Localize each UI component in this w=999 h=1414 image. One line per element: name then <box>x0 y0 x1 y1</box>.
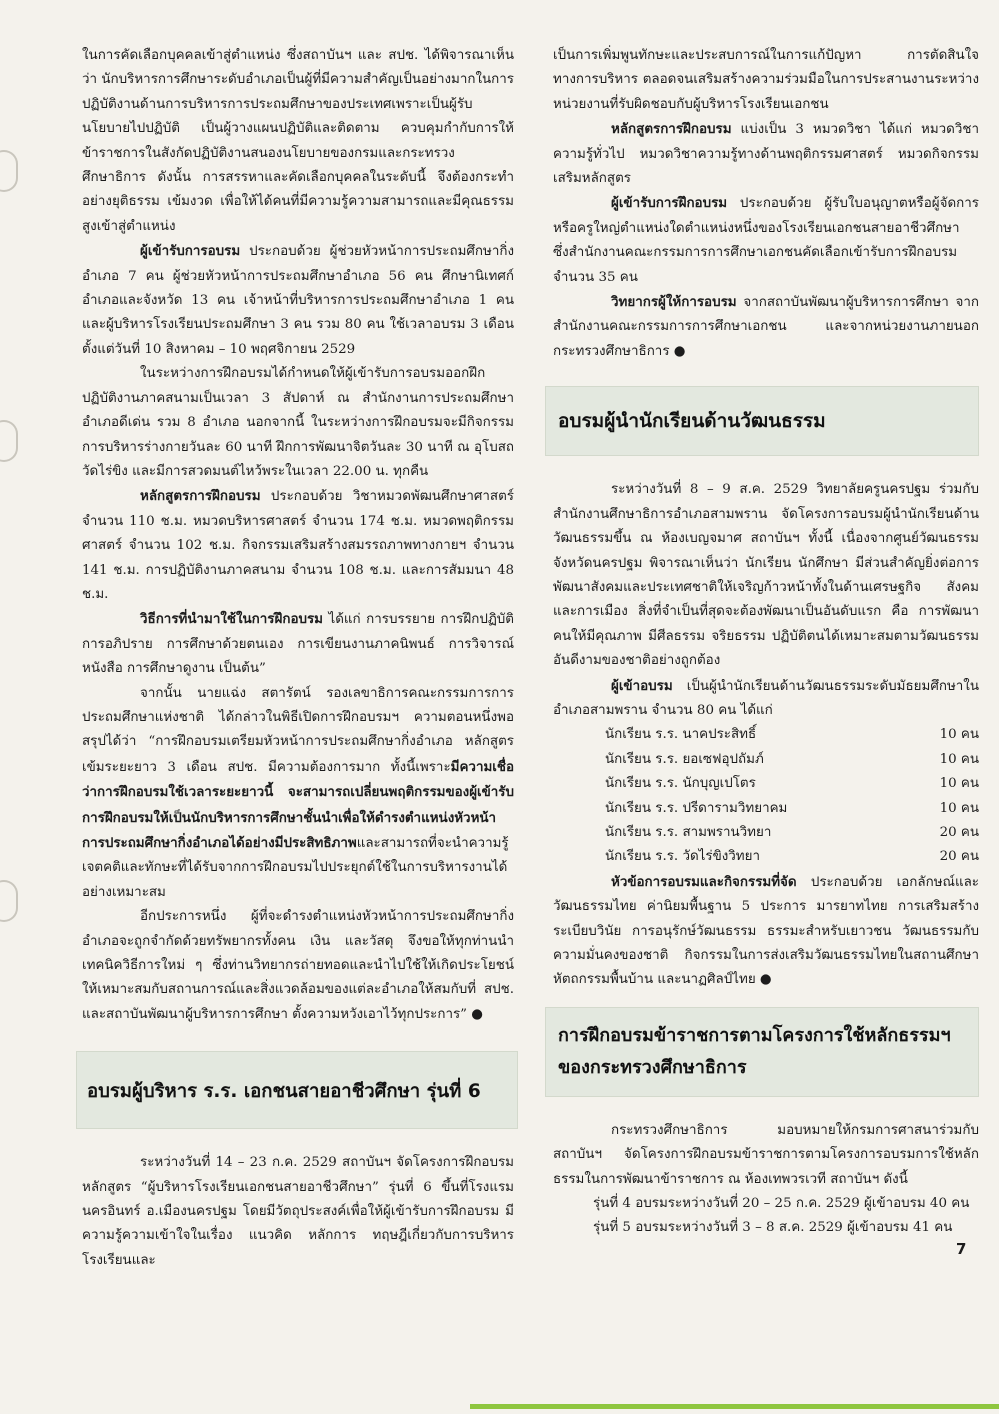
paragraph: เป็นการเพิ่มพูนทักษะและประสบการณ์ในการแก้ปัญหา การตัดสินใจทางการบริหาร ตลอดจนเสริมสร้างความร่วมมือในการประสานงานระหว่างหน่วยงานที่รับผิดชอบกับผู้บริหารโรงเรียนเอกชน <box>553 48 979 112</box>
paragraph: กระทรวงศึกษาธิการ มอบหมายให้กรมการศาสนาร่วมกับสถาบันฯ จัดโครงการฝึกอบรมข้าราชการตามโครงการอบรมการใช้หลักธรรมในการพัฒนาข้าราชการ ณ ห้องเทพวรเวที สถาบันฯ ดังนี้ <box>553 1122 979 1187</box>
paragraph-label: ผู้เข้ารับการอบรม <box>140 243 241 260</box>
paragraph: วิธีการที่นำมาใช้ในการฝึกอบรม ได้แก่ การบรรยาย การฝึกปฏิบัติ การอภิปราย การศึกษาด้วยตนเอง การเขียนงานภาคนิพนธ์ การวิจารณ์หนังสือ การศึกษาดูงาน เป็นต้น” <box>82 611 514 677</box>
student-count: 10 คน <box>939 751 979 767</box>
binding-ring <box>0 150 18 192</box>
heading-line: การฝึกอบรมข้าราชการตามโครงการใช้หลักธรรมฯ <box>558 1024 951 1046</box>
paragraph: อีกประการหนึ่ง ผู้ที่จะดำรงตำแหน่งหัวหน้าการประถมศึกษากิ่งอำเภอจะถูกจำกัดด้วยทรัพยากรทั้งคน เงิน และวัสดุ จึงขอให้ทุกท่านนำเทคนิควิธีการใหม่ ๆ ซึ่งท่านวิทยากรถ่ายทอดและนำไปใช้ให้เกิดประโยชน์ให้เหมาะสมกับสถานการณ์และสิ่งแวดล้อมของแต่ละอำเภอให้สมกับที่ สปช. และสถาบันพัฒนาผู้บริหารการศึกษา ตั้งความหวังเอาไว้ทุกประการ” ● <box>82 909 514 1022</box>
list-item <box>553 772 979 796</box>
paragraph: ผู้เข้ารับการฝึกอบรม ประกอบด้วย ผู้รับใบอนุญาตหรือผู้จัดการหรือครูใหญ่ตำแหน่งใดตำแหน่งหนึ่งของโรงเรียนเอกชนสายอาชีวศึกษา ซึ่งสำนักงานคณะกรรมการการศึกษาเอกชนคัดเลือกเข้ารับการฝึกอบรม จำนวน 35 คน <box>553 195 979 285</box>
school-name: นักเรียน ร.ร. นาคประสิทธิ์ <box>605 727 757 743</box>
paragraph: ในการคัดเลือกบุคคลเข้าสู่ตำแหน่ง ซึ่งสถาบันฯ และ สปช. ได้พิจารณาเห็นว่า นักบริหารการศึกษาระดับอำเภอเป็นผู้ที่มีความสำคัญเป็นอย่างมากในการปฏิบัติงานด้านการบริหารการประถมศึกษาของประเทศเพราะเป็นผู้รับนโยบายไปปฏิบัติ เป็นผู้วางแผนปฏิบัติและติดตาม ควบคุมกำกับการให้ข้าราชการในสังกัดปฏิบัติงานสนองนโยบายของกรมและกระทรวงศึกษาธิการ ดังนั้น การสรรหาและคัดเลือกบุคคลในระดับนี้ จึงต้องกระทำอย่างยุติธรรม เข้มงวด เพื่อให้ได้คนที่มีความรู้ความสามารถและมีคุณธรรมสูงเข้าสู่ตำแหน่ง <box>82 48 514 234</box>
paragraph-label: ผู้เข้ารับการฝึกอบรม <box>611 195 728 212</box>
paragraph: จากนั้น นายแฉ่ง สตารัตน์ รองเลขาธิการคณะกรรมการการประถมศึกษาแห่งชาติ ได้กล่าวในพิธีเปิดการฝึกอบรมฯ ความตอนหนึ่งพอสรุปได้ว่า “การฝึกอบรมเตรียมหัวหน้าการประถมศึกษากิ่งอำเภอ หลักสูตรเข้มระยะยาว 3 เดือน สปช. มีความต้องการมาก ทั้งนี้เพราะมีความเชื่อว่าการฝึกอบรมใช้เวลาระยะยาวนี้ จะสามารถเปลี่ยนพฤติกรรมของผู้เข้ารับการฝึกอบรมให้เป็นนักบริหารการศึกษาชั้นนำเพื่อให้ดำรงตำแหน่งหัวหน้าการประถมศึกษากิ่งอำเภอได้อย่างมีประสิทธิภาพและสามารถที่จะนำความรู้ เจตคติและทักษะที่ได้รับจากการฝึกอบรมไปประยุกต์ใช้ในการบริหารงานได้อย่างเหมาะสม <box>82 685 514 900</box>
paragraph: ในระหว่างการฝึกอบรมได้กำหนดให้ผู้เข้ารับการอบรมออกฝึกปฏิบัติงานภาคสนามเป็นเวลา 3 สัปดาห์ ณ สำนักงานการประถมศึกษาอำเภอดีเด่น รวม 8 อำเภอ นอกจากนี้ ในระหว่างการฝึกอบรมจะมีกิจกรรมการบริหารร่างกายวันละ 60 นาที ฝึกการพัฒนาจิตวันละ 30 นาที ณ อุโบสถวัดไร่ขิง และมีการสวดมนต์ไหว้พระในเวลา 22.00 น. ทุกคืน <box>82 366 514 479</box>
list-item <box>553 821 979 845</box>
list-item <box>553 797 979 821</box>
right-column <box>553 44 979 1241</box>
section-heading: อบรมผู้นำนักเรียนด้านวัฒนธรรม <box>545 386 979 456</box>
emphasis-text: มีความเชื่อว่าการฝึกอบรมใช้เวลาระยะยาวนี้ จะสามารถเปลี่ยนพฤติกรรมของผู้เข้ารับการฝึกอบรมให้เป็นนักบริหารการศึกษาชั้นนำเพื่อให้ดำรงตำแหน่งหัวหน้าการประถมศึกษากิ่งอำเภอได้อย่างมีประสิทธิภาพ <box>82 758 514 851</box>
paragraph: หลักสูตรการฝึกอบรม แบ่งเป็น 3 หมวดวิชา ได้แก่ หมวดวิชาความรู้ทั่วไป หมวดวิชาความรู้ทางด้านพฤติกรรมศาสตร์ หมวดกิจกรรมเสริมหลักสูตร <box>553 121 979 187</box>
paragraph: รุ่นที่ 5 อบรมระหว่างวันที่ 3 – 8 ส.ค. 2529 ผู้เข้าอบรม 41 คน <box>593 1220 953 1236</box>
binding-ring <box>0 880 18 922</box>
paragraph: รุ่นที่ 4 อบรมระหว่างวันที่ 20 – 25 ก.ค. 2529 ผู้เข้าอบรม 40 คน <box>593 1196 970 1212</box>
paragraph: หัวข้อการอบรมและกิจกรรมที่จัด ประกอบด้วย เอกลักษณ์และวัฒนธรรมไทย ค่านิยมพื้นฐาน 5 ประการ มารยาทไทย การเสริมสร้างระเบียบวินัย การอนุรักษ์วัฒนธรรม ธรรมะสำหรับเยาวชน วัฒนธรรมกับความมั่นคงของชาติ กิจกรรมในการส่งเสริมวัฒนธรรมไทยในสถานศึกษา หัตถกรรมพื้นบ้าน และนาฏศิลป์ไทย ● <box>553 873 979 988</box>
paragraph: ผู้เข้ารับการอบรม ประกอบด้วย ผู้ช่วยหัวหน้าการประถมศึกษากิ่งอำเภอ 7 คน ผู้ช่วยหัวหน้าการประถมศึกษาอำเภอ 56 คน ศึกษานิเทศก์อำเภอและจังหวัด 13 คน เจ้าหน้าที่บริหารการประถมศึกษาอำเภอ 1 คน และผู้บริหารโรงเรียนประถมศึกษา 3 คน รวม 80 คน ใช้เวลาอบรม 3 เดือน ตั้งแต่วันที่ 10 สิงหาคม – 10 พฤศจิกายน 2529 <box>82 243 514 357</box>
heading-line: ของกระทรวงศึกษาธิการ <box>558 1056 747 1078</box>
paragraph-label: ผู้เข้าอบรม <box>611 677 673 694</box>
paragraph-label: วิทยากรผู้ให้การอบรม <box>611 294 737 311</box>
binding-ring <box>0 420 18 462</box>
paragraph: วิทยากรผู้ให้การอบรม จากสถาบันพัฒนาผู้บริหารการศึกษา จากสำนักงานคณะกรรมการการศึกษาเอกชน และจากหน่วยงานภายนอกกระทรวงศึกษาธิการ ● <box>553 294 979 359</box>
page-number: 7 <box>956 1240 967 1258</box>
paragraph-label: วิธีการที่นำมาใช้ในการฝึกอบรม <box>140 611 324 628</box>
student-count: 20 คน <box>939 849 979 865</box>
paragraph: ผู้เข้าอบรม เป็นผู้นำนักเรียนด้านวัฒนธรรมระดับมัธยมศึกษาในอำเภอสามพราน จำนวน 80 คน ได้แก่ <box>553 677 979 718</box>
accent-line <box>470 1404 999 1409</box>
list-item <box>553 845 979 869</box>
list-item <box>553 748 979 772</box>
paragraph: หลักสูตรการฝึกอบรม ประกอบด้วย วิชาหมวดพัฒนศึกษาศาสตร์ จำนวน 110 ช.ม. หมวดบริหารศาสตร์ จำนวน 174 ช.ม. หมวดพฤติกรรมศาสตร์ จำนวน 102 ช.ม. กิจกรรมเสริมสร้างสมรรถภาพทางกายฯ จำนวน 141 ช.ม. การปฏิบัติงานภาคสนาม จำนวน 108 ช.ม. และการสัมมนา 48 ช.ม. <box>82 488 514 602</box>
school-name: นักเรียน ร.ร. ยอเซฟอุปถัมภ์ <box>605 751 764 767</box>
paragraph-label: หลักสูตรการฝึกอบรม <box>611 121 732 138</box>
school-name: นักเรียน ร.ร. สามพรานวิทยา <box>605 824 772 840</box>
paragraph: ระหว่างวันที่ 8 – 9 ส.ค. 2529 วิทยาลัยครูนครปฐม ร่วมกับสำนักงานศึกษาธิการอำเภอสามพราน จัดโครงการอบรมผู้นำนักเรียนด้านวัฒนธรรมขึ้น ณ ห้องเบญจมาศ สถาบันฯ ทั้งนี้ เนื่องจากศูนย์วัฒนธรรมจังหวัดนครปฐม พิจารณาเห็นว่า นักเรียน นักศึกษา มีส่วนสำคัญยิ่งต่อการพัฒนาสังคมและประเทศชาติให้เจริญก้าวหน้าทั้งในด้านเศรษฐกิจ สังคมและการเมือง สิ่งที่จำเป็นที่สุดจะต้องพัฒนาเป็นอันดับแรก คือ การพัฒนาคนให้มีคุณภาพ มีศีลธรรม จริยธรรม ปฏิบัติตนได้เหมาะสมตามวัฒนธรรมอันดีงามของชาติอย่างถูกต้อง <box>553 482 979 669</box>
section-heading <box>545 1007 979 1097</box>
paragraph: ระหว่างวันที่ 14 – 23 ก.ค. 2529 สถาบันฯ จัดโครงการฝึกอบรมหลักสูตร “ผู้บริหารโรงเรียนเอกชนสายอาชีวศึกษา” รุ่นที่ 6 ขึ้นที่โรงแรมนครอินทร์ อ.เมืองนครปฐม โดยมีวัตถุประสงค์เพื่อให้ผู้เข้ารับการฝึกอบรม มีความรู้ความเข้าใจในเรื่อง แนวคิด หลักการ ทฤษฎีเกี่ยวกับการบริหารโรงเรียนและ <box>82 1155 514 1268</box>
paragraph-label: หลักสูตรการฝึกอบรม <box>140 488 261 505</box>
student-list <box>553 723 979 869</box>
list-item <box>553 723 979 747</box>
school-name: นักเรียน ร.ร. ปรีดารามวิทยาคม <box>605 800 788 816</box>
student-count: 20 คน <box>939 824 979 840</box>
student-count: 10 คน <box>939 727 979 743</box>
left-column <box>82 44 514 1273</box>
student-count: 10 คน <box>939 776 979 792</box>
school-name: นักเรียน ร.ร. วัดไร่ขิงวิทยา <box>605 849 760 865</box>
section-heading: อบรมผู้บริหาร ร.ร. เอกชนสายอาชีวศึกษา รุ่นที่ 6 <box>76 1051 518 1129</box>
student-count: 10 คน <box>939 800 979 816</box>
paragraph-label: หัวข้อการอบรมและกิจกรรมที่จัด <box>611 873 797 890</box>
school-name: นักเรียน ร.ร. นักบุญเปโตร <box>605 776 756 792</box>
